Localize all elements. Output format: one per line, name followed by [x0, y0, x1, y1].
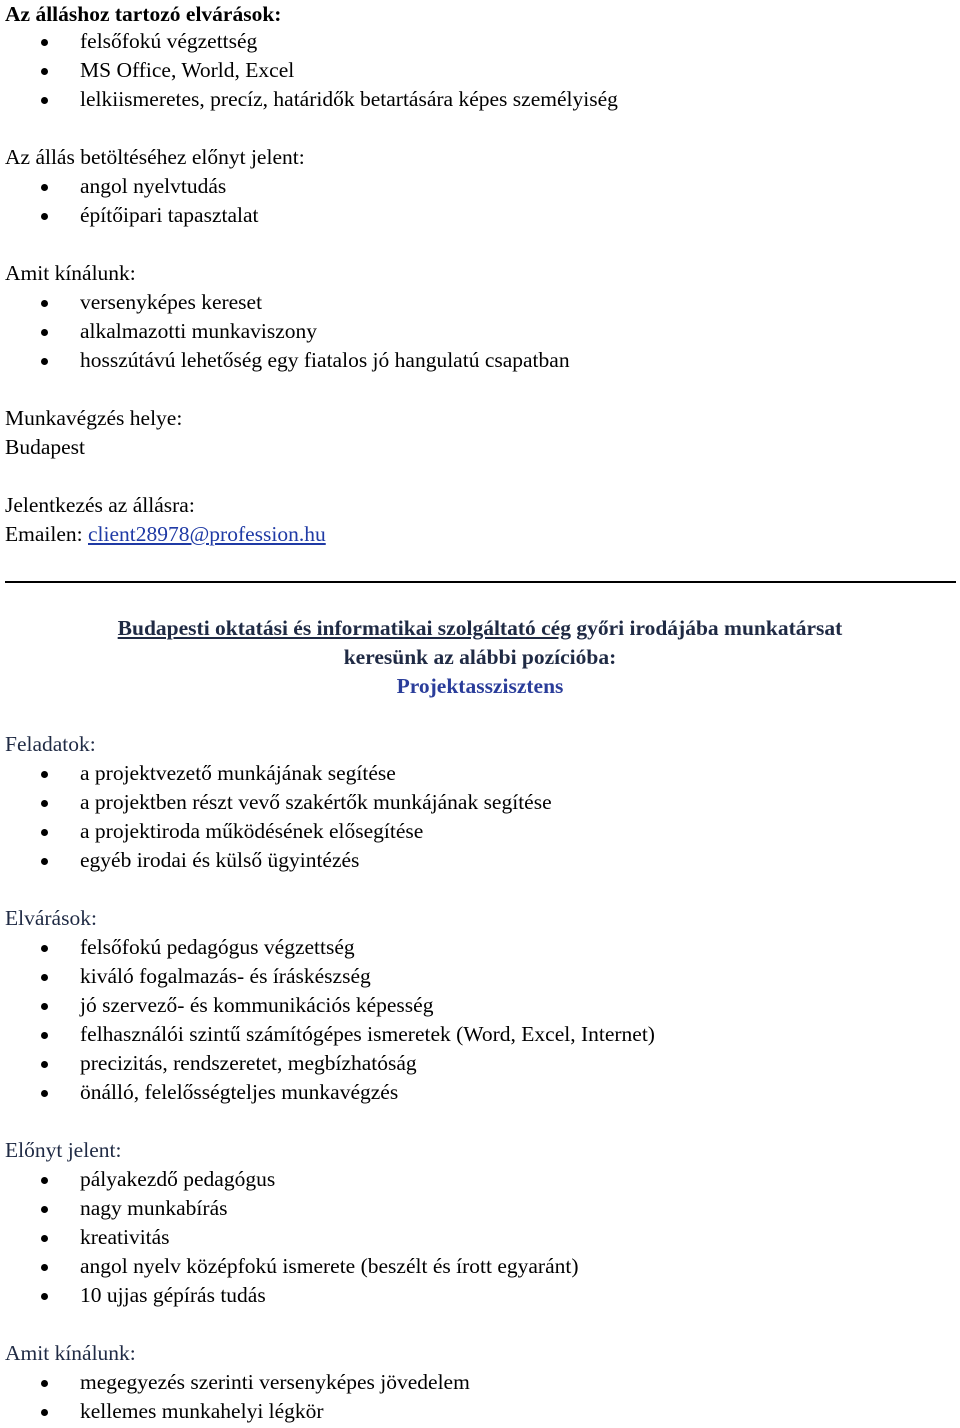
list-item: MS Office, World, Excel — [0, 56, 960, 85]
bullet-icon — [41, 1380, 48, 1387]
section-heading-tasks: Feladatok: — [5, 732, 96, 756]
apply-label: Emailen: — [5, 522, 83, 546]
bullet-icon — [41, 213, 48, 220]
list-item: egyéb irodai és külső ügyintézés — [0, 846, 960, 875]
bullet-icon — [41, 1003, 48, 1010]
position-title: Projektasszisztens — [396, 674, 564, 698]
section-heading-requirements-2: Elvárások: — [5, 906, 97, 930]
section-heading-apply: Jelentkezés az állásra: — [5, 493, 195, 517]
bullet-icon — [41, 1061, 48, 1068]
bullet-icon — [41, 1032, 48, 1039]
bullet-icon — [41, 945, 48, 952]
bullet-icon — [41, 1293, 48, 1300]
list-item: 10 ujjas gépírás tudás — [0, 1281, 960, 1310]
bullet-icon — [41, 800, 48, 807]
list-item: felhasználói szintű számítógépes ismeretek (Word, Excel, Internet) — [0, 1020, 960, 1049]
section-heading-requirements: Az álláshoz tartozó elvárások: — [5, 2, 282, 26]
bullet-icon — [41, 1206, 48, 1213]
section-heading-advantage: Az állás betöltéséhez előnyt jelent: — [5, 145, 305, 169]
bullet-icon — [41, 39, 48, 46]
bullet-icon — [41, 68, 48, 75]
bullet-icon — [41, 184, 48, 191]
apply-line — [5, 520, 326, 549]
list-item: kreativitás — [0, 1223, 960, 1252]
bullet-icon — [41, 1177, 48, 1184]
bullet-icon — [41, 974, 48, 981]
bullet-icon — [41, 329, 48, 336]
section-heading-offer-2: Amit kínálunk: — [5, 1341, 136, 1365]
intro-rest: győri irodájába munkatársat — [570, 616, 843, 640]
company-description: Budapesti oktatási és informatikai szolgáltató cég — [117, 616, 571, 640]
bullet-icon — [41, 1409, 48, 1416]
location-value: Budapest — [5, 435, 86, 459]
list-item: építőipari tapasztalat — [0, 201, 960, 230]
list-item: angol nyelvtudás — [0, 172, 960, 201]
bullet-icon — [41, 771, 48, 778]
list-item: pályakezdő pedagógus — [0, 1165, 960, 1194]
list-item: hosszútávú lehetőség egy fiatalos jó hangulatú csapatban — [0, 346, 960, 375]
list-item: felsőfokú végzettség — [0, 27, 960, 56]
horizontal-rule — [5, 581, 956, 583]
list-item: lelkiismeretes, precíz, határidők betartására képes személyiség — [0, 85, 960, 114]
list-item: kiváló fogalmazás- és íráskészség — [0, 962, 960, 991]
email-link[interactable]: client28978@profession.hu — [88, 522, 326, 546]
list-item: alkalmazotti munkaviszony — [0, 317, 960, 346]
ad-intro-line1 — [0, 614, 960, 643]
list-item: önálló, felelősségteljes munkavégzés — [0, 1078, 960, 1107]
list-item: a projektvezető munkájának segítése — [0, 759, 960, 788]
bullet-icon — [41, 829, 48, 836]
bullet-icon — [41, 97, 48, 104]
list-item: precizitás, rendszeretet, megbízhatóság — [0, 1049, 960, 1078]
bullet-icon — [41, 300, 48, 307]
section-heading-location: Munkavégzés helye: — [5, 406, 183, 430]
bullet-icon — [41, 358, 48, 365]
list-item: jó szervező- és kommunikációs képesség — [0, 991, 960, 1020]
list-item: a projektben részt vevő szakértők munkájának segítése — [0, 788, 960, 817]
list-item: angol nyelv középfokú ismerete (beszélt és írott egyaránt) — [0, 1252, 960, 1281]
bullet-icon — [41, 1090, 48, 1097]
list-item: a projektiroda működésének elősegítése — [0, 817, 960, 846]
list-item: felsőfokú pedagógus végzettség — [0, 933, 960, 962]
bullet-icon — [41, 1235, 48, 1242]
list-item: megegyezés szerinti versenyképes jövedelem — [0, 1368, 960, 1397]
ad-intro-line2: keresünk az alábbi pozícióba: — [343, 645, 617, 669]
section-heading-offer: Amit kínálunk: — [5, 261, 136, 285]
bullet-icon — [41, 858, 48, 865]
section-heading-advantage-2: Előnyt jelent: — [5, 1138, 122, 1162]
list-item: versenyképes kereset — [0, 288, 960, 317]
list-item: nagy munkabírás — [0, 1194, 960, 1223]
list-item: kellemes munkahelyi légkör — [0, 1397, 960, 1426]
bullet-icon — [41, 1264, 48, 1271]
